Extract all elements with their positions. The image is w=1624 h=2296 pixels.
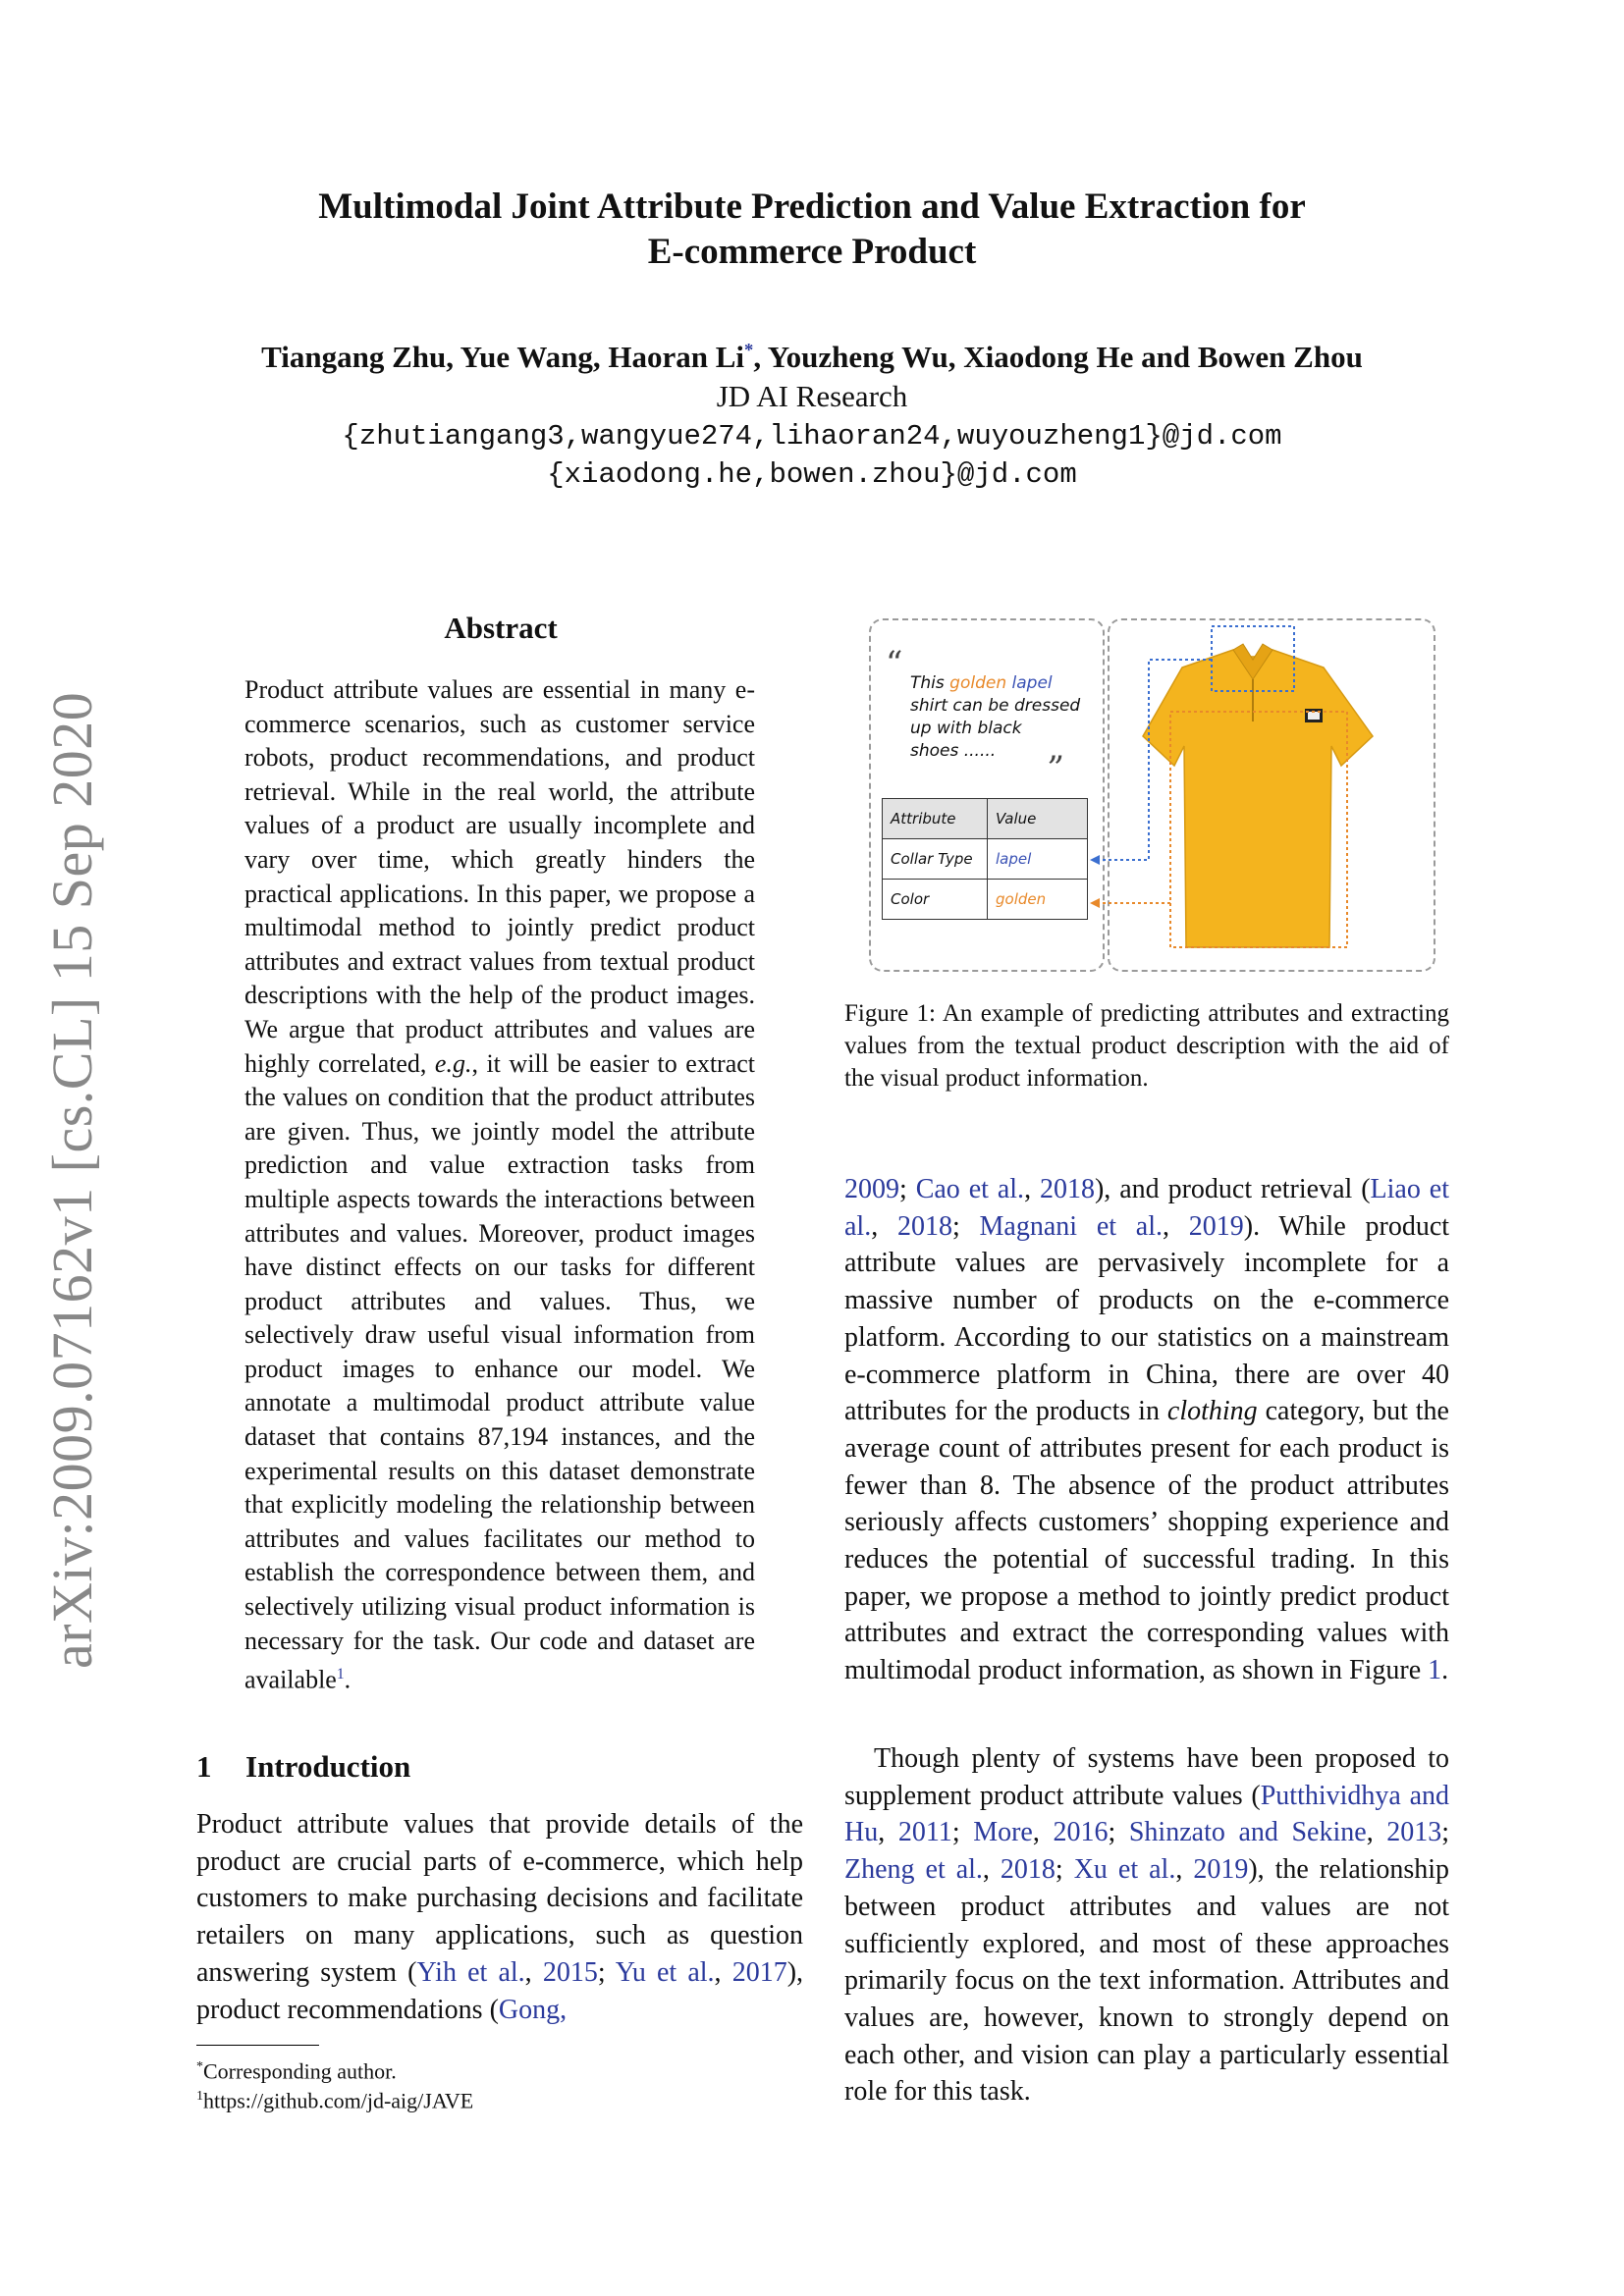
citation-link[interactable]: 2018 [1039,1174,1095,1204]
author-list [147,340,1477,375]
section-heading-introduction: 1 Introduction [196,1749,411,1784]
figure-caption: Figure 1: An example of predicting attributes and extracting values from the textual product description with the aid of the visual product information. [844,1000,1449,1092]
title-line-1: Multimodal Joint Attribute Prediction and Value Extraction for [318,187,1306,227]
footnote-rule [196,2045,319,2046]
paper-title [147,185,1477,275]
intro-paragraph-right-2: Though plenty of systems have been proposed to supplement product attribute values (Putthividhya and Hu, 2011; More, 2016; Shinzato and Sekine, 2013; Zheng et al., 2018; Xu et al., 2019), the relationship between product attributes and values are not sufficiently explored, and most of these approaches primarily focus on the text information. Attributes and values are, however, known to strongly depend on each other, and vision can play a particularly essential role for this task. [844,1743,1450,2108]
attribute-cell: Color [883,880,988,920]
product-image [1088,618,1432,972]
citation-link[interactable]: 2016 [1053,1817,1109,1848]
citation-link[interactable]: Yu et al. [615,1956,715,1988]
citation-link[interactable]: Gong, [498,1994,568,2025]
header-attribute: Attribute [883,799,988,839]
citation-link[interactable]: 2019 [1188,1210,1244,1242]
corresponding-mark[interactable]: * [744,340,754,361]
close-quote-mark: „ [1048,728,1065,768]
attribute-value-table [882,798,1088,920]
product-description: This golden lapel shirt can be dressed up with black shoes ...... [910,673,1081,761]
citation-link[interactable]: 2009 [844,1174,899,1204]
citation-link[interactable]: Magnani et al. [979,1210,1163,1242]
citation-link[interactable]: Yih et al. [416,1956,525,1988]
intro-paragraph-left: Product attribute values that provide details of the product are crucial parts of e-commerce, which help customers to make purchasing decisions and facilitate retailers on many applications, such as question answering system (Yih et al., 2015; Yu et al., 2017), product recommendations (Gong, [196,1809,804,2025]
citation-link[interactable]: Putthividhya and Hu [844,1780,1449,1848]
citation-link[interactable]: Xu et al. [1073,1854,1176,1886]
title-line-2: E-commerce Product [647,232,977,272]
value-cell: lapel [988,839,1088,880]
citation-link[interactable]: 2019 [1193,1854,1249,1886]
polo-shirt-image [1143,650,1373,947]
citation-link[interactable]: Zheng et al. [844,1854,983,1886]
citation-link[interactable]: 2017 [731,1956,787,1988]
citation-link[interactable]: 2015 [542,1956,598,1988]
open-quote-mark: “ [886,644,903,683]
footnote-corresponding: *Corresponding author. [196,2058,397,2084]
citation-link[interactable]: 2011 [897,1817,952,1848]
affiliation: JD AI Research [716,379,908,413]
abstract-text: Product attribute values are essential in many e-commerce scenarios, such as customer service robots, product recommendations, and product retrieval. While in the real world, the attribute values of a product are usually incomplete and vary over time, which greatly hinders the practical applications. In this paper, we propose a multimodal method to jointly predict product attributes and extract values from textual product descriptions with the help of the product images. We argue that product attributes and values are highly correlated, e.g., it will be easier to extract the values on condition that the product attributes are given. Thus, we jointly model the attribute prediction and value extraction tasks from multiple aspects towards the interactions between attributes and values. Moreover, product images have distinct effects on our tasks for different product attributes and values. Thus, we selectively draw useful visual information from product images to enhance our model. We annotate a multimodal product attribute value dataset that contains 87,194 instances, and the experimental results on this dataset demonstrate that explicitly modeling the relationship between attributes and values facilitates our method to establish the correspondence between them, and selectively utilizing visual product information is necessary for the task. Our code and dataset are available$^1$. [244,675,756,1694]
citation-link[interactable]: Liao et al. [844,1174,1449,1242]
authors-part-b: , Youzheng Wu, Xiaodong He and Bowen Zhou [753,340,1363,374]
citation-link[interactable]: More [973,1817,1033,1848]
intro-paragraph-right-1: 2009; Cao et al., 2018), and product retrieval (Liao et al., 2018; Magnani et al., 2019). While product attribute values are pervasively incomplete for a massive number of products on the e-commerce platform. According to our statistics on a mainstream e-commerce platform in China, there are over 40 attributes for the products in clothing category, but the average count of attributes present for each product is fewer than 8. The absence of the product attributes seriously affects customers’ shopping experience and reduces the potential of successful trading. In this paper, we propose a method to jointly predict product attributes and extract the corresponding values with multimodal product information, as shown in Figure 1. [844,1174,1450,1686]
abstract-heading: Abstract [444,611,558,645]
table-row [883,839,1088,880]
email-line-1: {zhutiangang3,wangyue274,lihaoran24,wuyouzheng1}@jd.com [342,420,1282,453]
header-value: Value [988,799,1088,839]
email-line-2: {xiaodong.he,bowen.zhou}@jd.com [547,458,1077,491]
footnote-link[interactable]: 1 [336,1666,345,1683]
table-row [883,880,1088,920]
arxiv-identifier: arXiv:2009.07162v1 [cs.CL] 15 Sep 2020 [40,691,104,1669]
value-cell: golden [988,880,1088,920]
citation-link[interactable]: 2018 [1000,1854,1056,1886]
citation-link[interactable]: 2013 [1386,1817,1442,1848]
authors-part-a: Tiangang Zhu, Yue Wang, Haoran Li [261,340,745,374]
citation-link[interactable]: Shinzato and Sekine [1128,1817,1367,1848]
table-header-row [883,799,1088,839]
citation-link[interactable]: 2018 [896,1210,952,1242]
attribute-cell: Collar Type [883,839,988,880]
citation-link[interactable]: Cao et al. [915,1174,1025,1204]
figure-ref-link[interactable]: 1 [1428,1655,1442,1686]
footnote-code-url: $^1$https://github.com/jd-aig/JAVE [196,2088,474,2113]
